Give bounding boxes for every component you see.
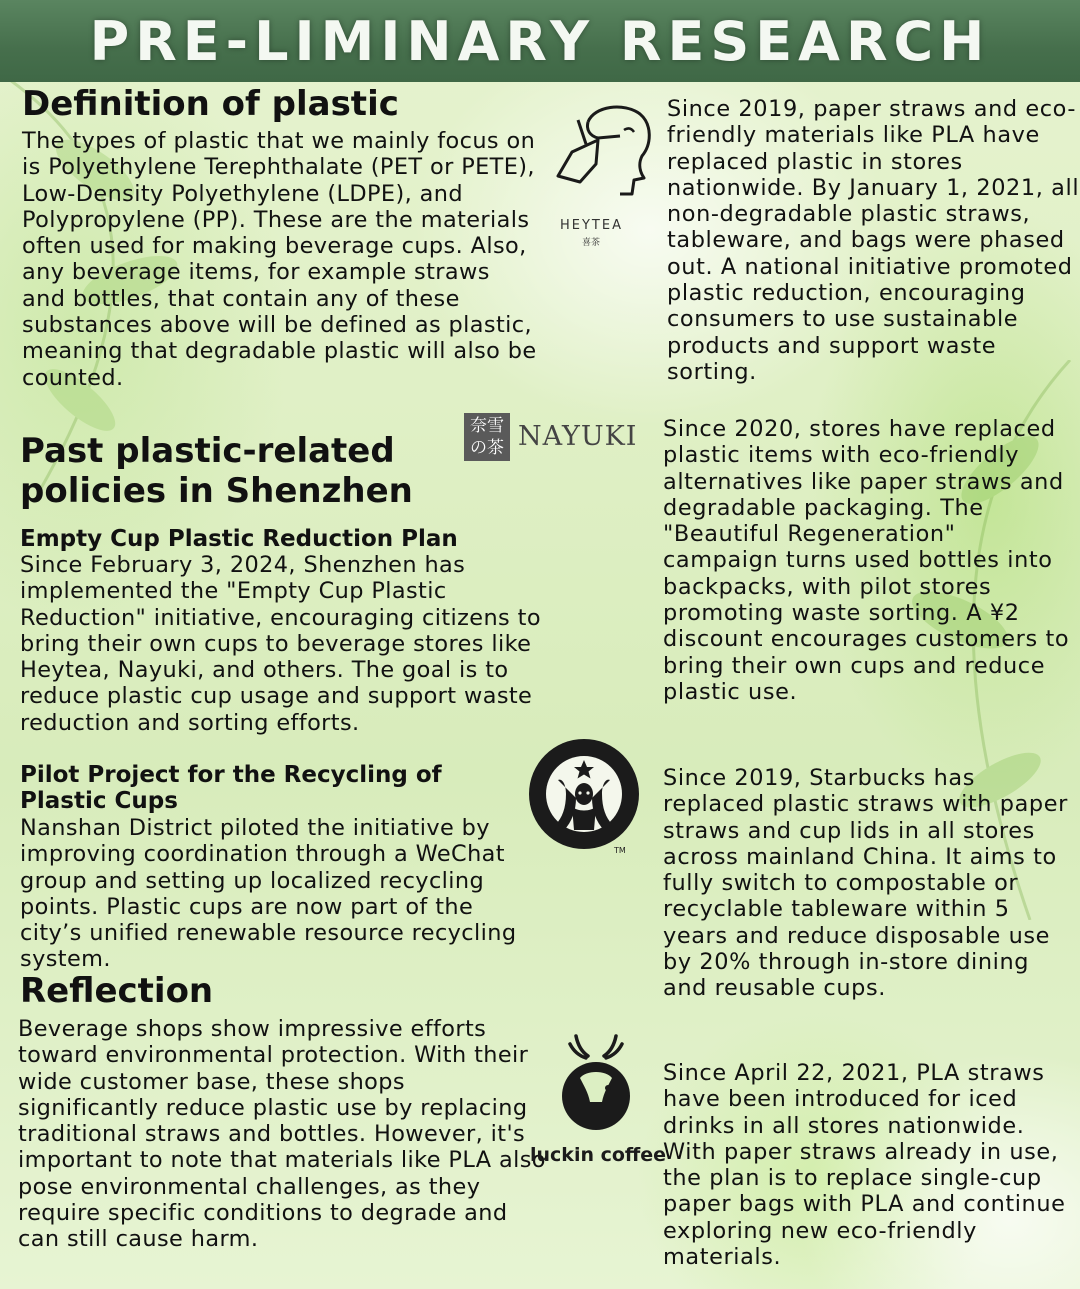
plan-title: Empty Cup Plastic Reduction Plan [20,526,458,552]
pilot-body: Nanshan District piloted the initiative by improving coordination through a WeChat group and setting up localized recycling points. Plastic cups are now part of the city’s unified renewable resource recycling system. [20,815,517,973]
luckin-policy-text: Since April 22, 2021, PLA straws have been introduced for iced drinks in all stores nationwide. With paper straws already in use, the plan is to replace single-cup paper bags with PLA and continue exploring new eco-friendly materials. [663,1060,1066,1271]
reflection-body: Beverage shops show impressive efforts toward environmental protection. With their wide customer base, these shops significantly reduce plastic use by replacing traditional straws and bottles. However, it's important to note that materials like PLA also pose environmental challenges, as they require specific conditions to degrade and can still cause harm. [18,1016,546,1253]
starbucks-logo [528,738,648,858]
nayuki-seal-bottom: の茶 [470,438,504,458]
luckin-logo-name: luckin coffee [530,1144,667,1166]
nayuki-policy-text: Since 2020, stores have replaced plastic items with eco-friendly alternatives like paper straws and degradable packaging. The "Beautiful Regeneration" campaign turns used bottles into backpacks, with pilot stores promoting waste sorting. A ¥2 discount encourages customers to bring their own cups and reduce plastic use. [663,416,1070,705]
starbucks-siren-icon [528,738,640,850]
pilot-title: Pilot Project for the Recycling of Plastic Cups [20,762,442,814]
plan-body: Since February 3, 2024, Shenzhen has implemented the "Empty Cup Plastic Reduction" initiative, encouraging citizens to bring their own cups to beverage stores like Heytea, Nayuki, and others. The goal is to reduce plastic cup usage and support waste reduction and sorting efforts. [20,552,541,736]
policies-heading: Past plastic-related policies in Shenzhen [20,431,413,511]
heytea-logo-name: HEYTEA [560,218,623,233]
reflection-heading: Reflection [20,971,214,1011]
luckin-deer-icon [546,1030,646,1142]
header-banner [0,0,1080,82]
nayuki-logo-name: NAYUKI [518,421,638,452]
page-title: PRE-LIMINARY RESEARCH [89,10,991,73]
luckin-logo [530,1030,667,1170]
definition-body: The types of plastic that we mainly focus on is Polyethylene Terephthalate (PET or PETE), Low-Density Polyethylene (LDPE), and Polypropylene (PP). These are the materials often used for making beverage cups. Also, any beverage items, for example straws and bottles, that contain any of these substances above will be defined as plastic, meaning that degradable plastic will also be counted. [22,128,537,391]
nayuki-seal-top: 奈雪 [470,416,504,436]
definition-heading: Definition of plastic [22,84,399,124]
nayuki-logo [464,413,644,463]
starbucks-trademark: TM [614,846,626,855]
heytea-logo-chinese: 喜茶 [582,238,601,248]
heytea-logo [528,100,658,250]
starbucks-policy-text: Since 2019, Starbucks has replaced plastic straws with paper straws and cup lids in all stores across mainland China. It aims to fully switch to compostable or recyclable tableware within 5 years and reduce disposable use by 20% through in-store dining and reusable cups. [663,765,1068,1002]
nayuki-seal [464,413,510,461]
heytea-figure-icon [528,100,658,218]
heytea-policy-text: Since 2019, paper straws and eco-friendly materials like PLA have replaced plastic in stores nationwide. By January 1, 2021, all non-degradable plastic straws, tableware, and bags were phased out. A national initiative promoted plastic reduction, encouraging consumers to use sustainable products and support waste sorting. [667,96,1080,385]
